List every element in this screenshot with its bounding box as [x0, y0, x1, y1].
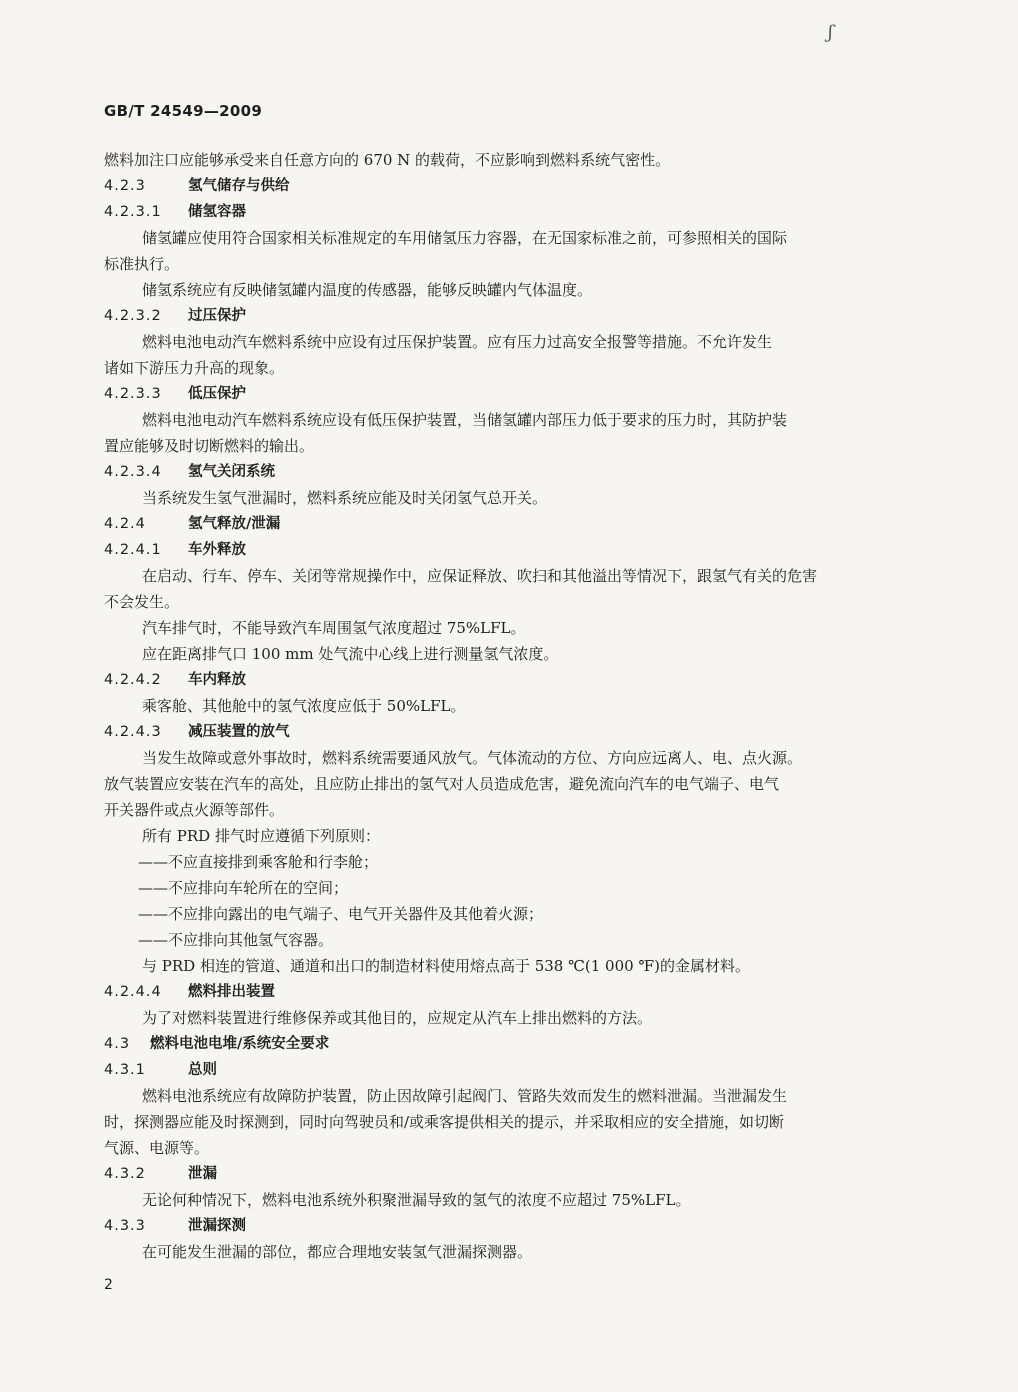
section-number: 4.2.4 — [104, 516, 146, 532]
list-item: ——不应直接排到乘客舱和行李舱； — [138, 853, 379, 871]
text-line: 储氢系统应有反映储氢罐内温度的传感器，能够反映罐内气体温度。 — [142, 281, 593, 299]
text-line: 放气装置应安装在汽车的高处，且应防止排出的氢气对人员造成危害，避免流向汽车的电气端子、电气 — [104, 775, 780, 793]
section-heading — [104, 1031, 884, 1057]
section-number: 4.2.4.3 — [104, 724, 162, 740]
text-line: 燃料电池电动汽车燃料系统应设有低压保护装置，当储氢罐内部压力低于要求的压力时，其防护装 — [142, 411, 788, 429]
section-heading — [104, 173, 884, 199]
section-heading — [104, 719, 884, 745]
section-title: 总则 — [188, 1062, 217, 1078]
standard-header: GB/T 24549—2009 — [104, 102, 263, 120]
text-line: 诸如下游压力升高的现象。 — [104, 359, 285, 377]
text-line: 乘客舱、其他舱中的氢气浓度应低于 50%LFL。 — [142, 697, 466, 715]
text-line: 气源、电源等。 — [104, 1139, 210, 1157]
section-title: 燃料电池电堆/系统安全要求 — [150, 1036, 330, 1052]
section-number: 4.2.4.2 — [104, 672, 162, 688]
section-heading — [104, 303, 884, 329]
text-line: 汽车排气时，不能导致汽车周围氢气浓度超过 75%LFL。 — [142, 619, 526, 637]
section-heading — [104, 1213, 884, 1239]
section-title: 氢气关闭系统 — [188, 464, 275, 480]
text-line: 无论何种情况下，燃料电池系统外积聚泄漏导致的氢气的浓度不应超过 75%LFL。 — [142, 1191, 691, 1209]
section-number: 4.3.2 — [104, 1166, 146, 1182]
section-number: 4.3.3 — [104, 1218, 146, 1234]
text-line: 不会发生。 — [104, 593, 180, 611]
section-title: 氢气储存与供给 — [188, 178, 290, 194]
text-line: 应在距离排气口 100 mm 处气流中心线上进行测量氢气浓度。 — [142, 645, 559, 663]
text-line: 所有 PRD 排气时应遵循下列原则： — [142, 827, 380, 845]
section-number: 4.3.1 — [104, 1062, 146, 1078]
section-heading — [104, 1057, 884, 1083]
text-line: 当发生故障或意外事故时，燃料系统需要通风放气。气体流动的方位、方向应远离人、电、点火源。 — [142, 749, 803, 767]
section-number: 4.2.3.1 — [104, 204, 162, 220]
section-title: 储氢容器 — [188, 204, 246, 220]
section-number: 4.2.3.2 — [104, 308, 162, 324]
text-line: 在可能发生泄漏的部位，都应合理地安装氢气泄漏探测器。 — [142, 1243, 533, 1261]
text-line: 在启动、行车、停车、关闭等常规操作中，应保证释放、吹扫和其他溢出等情况下，跟氢气有关的危害 — [142, 567, 818, 585]
text-line: 开关器件或点火源等部件。 — [104, 801, 285, 819]
text-line: 标准执行。 — [104, 255, 180, 273]
section-heading — [104, 979, 884, 1005]
section-title: 低压保护 — [188, 386, 246, 402]
section-title: 氢气释放/泄漏 — [188, 516, 281, 532]
section-number: 4.2.4.4 — [104, 984, 162, 1000]
text-line: 当系统发生氢气泄漏时，燃料系统应能及时关闭氢气总开关。 — [142, 489, 548, 507]
section-heading — [104, 381, 884, 407]
section-title: 泄漏 — [188, 1166, 217, 1182]
list-item: ——不应排向其他氢气容器。 — [138, 931, 334, 949]
section-heading — [104, 459, 884, 485]
section-number: 4.3 — [104, 1036, 131, 1052]
text-line: 置应能够及时切断燃料的输出。 — [104, 437, 315, 455]
section-title: 车内释放 — [188, 672, 246, 688]
section-heading — [104, 511, 884, 537]
section-heading — [104, 1161, 884, 1187]
section-title: 车外释放 — [188, 542, 246, 558]
section-number: 4.2.4.1 — [104, 542, 162, 558]
list-item: ——不应排向露出的电气端子、电气开关器件及其他着火源； — [138, 905, 544, 923]
section-title: 燃料排出装置 — [188, 984, 275, 1000]
text-line: 储氢罐应使用符合国家相关标准规定的车用储氢压力容器，在无国家标准之前，可参照相关的国际 — [142, 229, 788, 247]
text-line: 燃料加注口应能够承受来自任意方向的 670 N 的载荷，不应影响到燃料系统气密性。 — [104, 151, 671, 169]
section-title: 过压保护 — [188, 308, 246, 324]
section-title: 减压装置的放气 — [188, 724, 290, 740]
text-line: 与 PRD 相连的管道、通道和出口的制造材料使用熔点高于 538 ℃(1 000 ℉)的金属材料。 — [142, 957, 751, 975]
list-item: ——不应排向车轮所在的空间； — [138, 879, 349, 897]
section-number: 4.2.3 — [104, 178, 146, 194]
section-number: 4.2.3.4 — [104, 464, 162, 480]
section-title: 泄漏探测 — [188, 1218, 246, 1234]
section-heading — [104, 667, 884, 693]
text-line: 时，探测器应能及时探测到，同时向驾驶员和/或乘客提供相关的提示，并采取相应的安全措施，如切断 — [104, 1113, 785, 1131]
document-body — [104, 147, 884, 1265]
page-number: 2 — [104, 1277, 113, 1293]
section-heading — [104, 199, 884, 225]
section-heading — [104, 537, 884, 563]
handwritten-mark: ʃ — [828, 22, 833, 43]
text-line: 为了对燃料装置进行维修保养或其他目的，应规定从汽车上排出燃料的方法。 — [142, 1009, 653, 1027]
section-number: 4.2.3.3 — [104, 386, 162, 402]
text-line: 燃料电池电动汽车燃料系统中应设有过压保护装置。应有压力过高安全报警等措施。不允许发生 — [142, 333, 773, 351]
text-line: 燃料电池系统应有故障防护装置，防止因故障引起阀门、管路失效而发生的燃料泄漏。当泄漏发生 — [142, 1087, 788, 1105]
